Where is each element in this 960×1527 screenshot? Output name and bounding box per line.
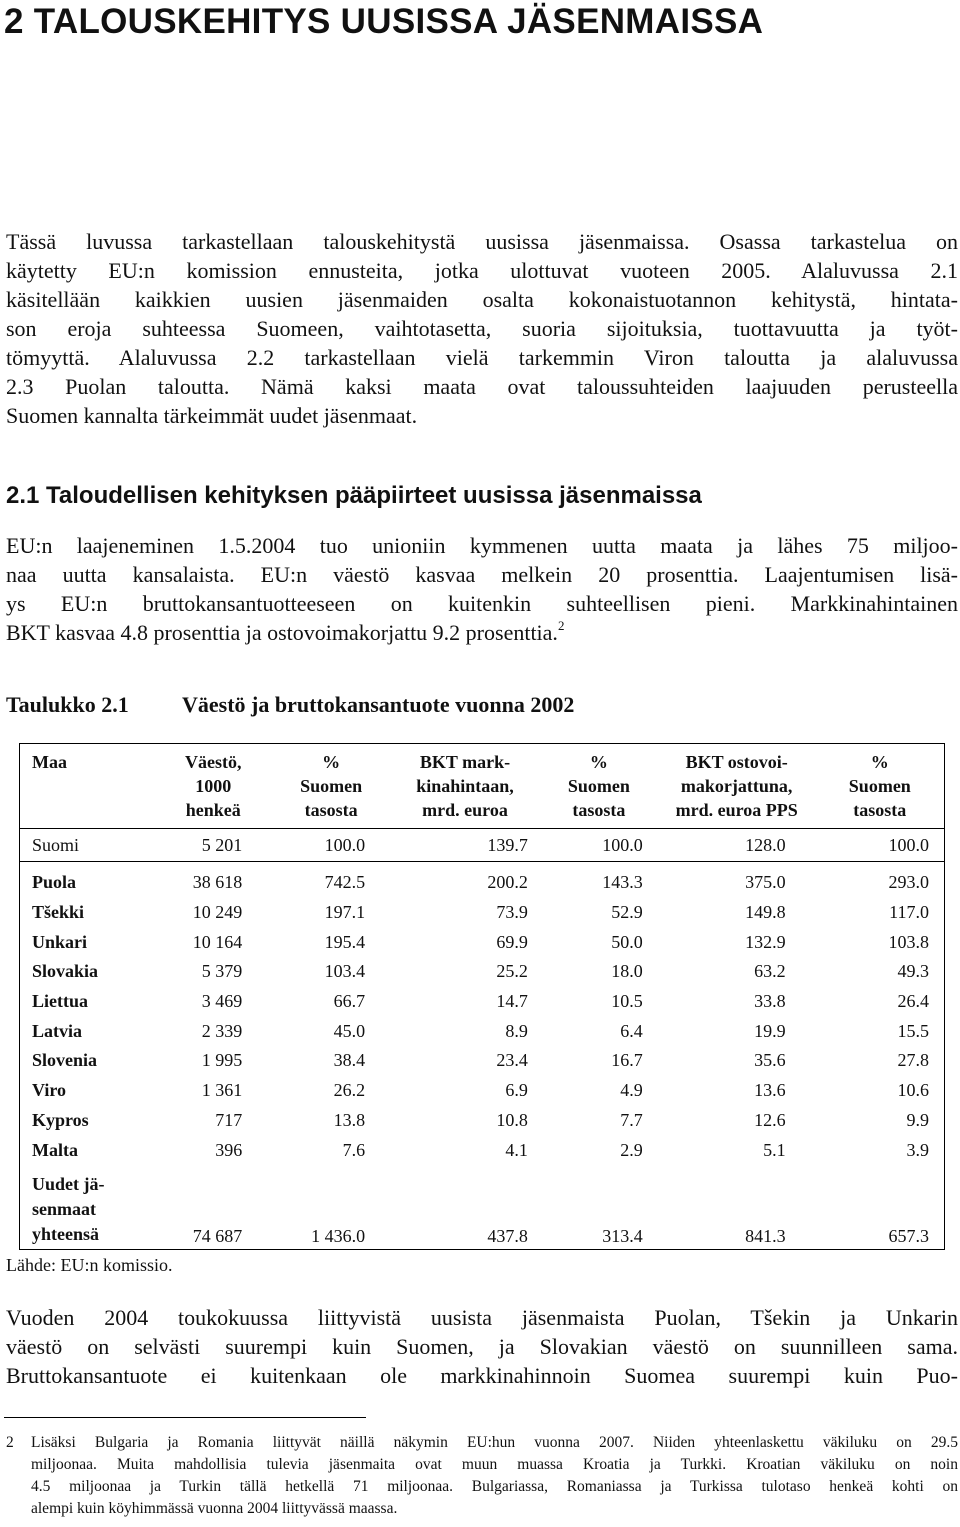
table-cell: 12.6	[754, 1109, 786, 1130]
table-row	[20, 1076, 945, 1106]
table-cell: 6.4	[620, 1020, 643, 1041]
section-paragraph	[6, 531, 958, 647]
table-cell: 5.1	[763, 1139, 786, 1160]
table-cell: 128.0	[745, 834, 786, 855]
table-cell: 10.5	[611, 991, 643, 1012]
intro-line: 2.3 Puolan taloutta. Nämä kaksi maata ovat taloussuhteiden laajuuden perusteella	[6, 374, 958, 399]
country-name: Viro	[32, 1080, 66, 1101]
column-header: BKT mark- kinahintaan, mrd. euroa	[416, 752, 514, 820]
following-line: väestö on selvästi suurempi kuin Suomen, ja Slovakian väestö on suunnilleen sama.	[6, 1334, 958, 1359]
column-header: Väestö, 1000 henkeä	[185, 752, 242, 820]
table-cell: 103.4	[324, 961, 366, 982]
table-cell: 100.0	[324, 834, 366, 855]
table-cell: 13.6	[754, 1080, 786, 1101]
column-header: % Suomen tasosta	[300, 752, 363, 820]
following-line: Vuoden 2004 toukokuussa liittyvistä uusista jäsenmaista Puolan, Tšekin ja Unkarin	[6, 1305, 958, 1330]
table-cell: 35.6	[754, 1050, 786, 1071]
table-cell: 10 249	[192, 902, 243, 923]
country-name: Unkari	[32, 931, 88, 952]
intro-line: käytetty EU:n komission ennusteita, jotka ulottuvat vuoteen 2005. Alaluvussa 2.1	[6, 258, 958, 283]
table-cell: 74 687	[192, 1225, 243, 1246]
table-cell: Suomi	[32, 834, 80, 855]
table-cell: 7.7	[620, 1109, 643, 1130]
country-name: Malta	[32, 1139, 78, 1160]
table-cell: 396	[215, 1139, 243, 1160]
country-name: Uudet jä- senmaat yhteensä	[32, 1173, 105, 1244]
table-cell: 717	[215, 1109, 243, 1130]
chapter-heading: 2 TALOUSKEHITYS UUSISSA JÄSENMAISSA	[4, 2, 764, 41]
footnote-divider	[4, 1417, 366, 1418]
table-row-finland	[20, 829, 945, 862]
section-line: EU:n laajeneminen 1.5.2004 tuo unioniin kymmenen uutta maata ja lähes 75 miljoo-	[6, 533, 958, 558]
table-cell: 139.7	[487, 834, 528, 855]
table-cell: 69.9	[496, 931, 528, 952]
following-paragraph	[6, 1303, 958, 1390]
table-cell: 63.2	[754, 961, 786, 982]
table-cell: 38.4	[333, 1050, 366, 1071]
table-cell: 195.4	[324, 931, 366, 952]
table-cell: 6.9	[505, 1080, 528, 1101]
table-cell: 7.6	[342, 1139, 366, 1160]
table-cell: 4.1	[505, 1139, 528, 1160]
table-label: Taulukko 2.1	[6, 692, 129, 717]
column-header: % Suomen tasosta	[567, 752, 630, 820]
table-title: Väestö ja bruttokansantuote vuonna 2002	[182, 692, 575, 717]
table-cell: 10 164	[192, 931, 243, 952]
table-cell: 2 339	[201, 1020, 243, 1041]
intro-paragraph	[6, 227, 958, 430]
section-line: ys EU:n bruttokansantuotteeseen on kuitenkin suhteellisen pieni. Markkinahintainen	[6, 591, 958, 616]
table-cell: 197.1	[324, 902, 366, 923]
table-row	[20, 987, 945, 1017]
table-cell: 117.0	[889, 902, 929, 923]
table-cell: 149.8	[745, 902, 786, 923]
footnote-line: 4.5 miljoonaa ja Turkin tällä hetkellä 71 miljoonaa. Bulgariassa, Romaniassa ja Turkissa tulotaso henkeä kohti on	[31, 1478, 958, 1495]
table-row	[20, 957, 945, 987]
table-cell: 3.9	[906, 1139, 929, 1160]
table-cell: 15.5	[897, 1020, 929, 1041]
table-header-row	[20, 744, 945, 829]
table-row	[20, 868, 945, 898]
section-line-text: BKT kasvaa 4.8 prosenttia ja ostovoimakorjattu 9.2 prosenttia.	[6, 620, 558, 645]
table-cell: 18.0	[611, 961, 643, 982]
section-line	[6, 618, 958, 647]
table-cell: 25.2	[496, 961, 528, 982]
table-cell: 293.0	[888, 872, 929, 893]
intro-line: Tässä luvussa tarkastellaan talouskehitystä uusissa jäsenmaissa. Osassa tarkastelua on	[6, 229, 958, 254]
table-cell: 50.0	[611, 931, 643, 952]
table-cell: 103.8	[888, 931, 929, 952]
table-cell: 100.0	[602, 834, 643, 855]
table-cell: 49.3	[897, 961, 929, 982]
footnote	[6, 1432, 958, 1520]
country-name: Slovenia	[32, 1050, 98, 1071]
column-header: BKT ostovoi- makorjattuna, mrd. euroa PPS	[675, 752, 798, 820]
intro-line: tömyyttä. Alaluvussa 2.2 tarkastellaan vielä tarkemmin Viron taloutta ja alaluvussa	[6, 345, 958, 370]
table-cell: 45.0	[333, 1020, 366, 1041]
table-cell: 19.9	[754, 1020, 786, 1041]
table-cell: 9.9	[906, 1109, 929, 1130]
table-cell: 132.9	[745, 931, 786, 952]
table-cell: 1 995	[201, 1050, 243, 1071]
country-name: Liettua	[32, 991, 88, 1012]
table-cell: 657.3	[888, 1225, 929, 1246]
population-gdp-table	[19, 743, 945, 1250]
table-row	[20, 1135, 945, 1165]
table-cell: 100.0	[888, 834, 929, 855]
footnote-line: miljoonaa. Muita mahdollisia tulevia jäsenmaita ovat muun muassa Kroatia ja Turkki. Kroatian väkiluku on noin	[31, 1456, 958, 1473]
table-cell: 841.3	[745, 1225, 786, 1246]
section-line: naa uutta kansalaista. EU:n väestö kasvaa melkein 20 prosenttia. Laajentumisen lisä-	[6, 562, 958, 587]
column-header: Maa	[32, 752, 67, 772]
table-cell: 742.5	[324, 872, 366, 893]
table-row	[20, 1016, 945, 1046]
table-cell: 26.4	[897, 991, 929, 1012]
table-cell: 13.8	[333, 1109, 366, 1130]
footnote-line: alempi kuin köyhimmässä vuonna 2004 liittyvässä maassa.	[31, 1500, 398, 1517]
country-name: Kypros	[32, 1109, 89, 1130]
following-line: Bruttokansantuote ei kuitenkaan ole markkinahinnoin Suomea suurempi kuin Puo-	[6, 1363, 958, 1388]
table-cell: 1 361	[201, 1080, 243, 1101]
footnote-number: 2	[6, 1434, 14, 1451]
table-cell: 33.8	[754, 991, 786, 1012]
table-cell: 5 201	[201, 834, 243, 855]
table-cell: 5 379	[201, 961, 243, 982]
table-cell: 73.9	[496, 902, 528, 923]
footnote-line: Lisäksi Bulgaria ja Romania liittyvät näillä näkymin EU:hun vuonna 2007. Niiden yhteenlaskettu väkiluku on 29.5	[31, 1434, 958, 1451]
table-row	[20, 1046, 945, 1076]
table-cell: 313.4	[602, 1225, 643, 1246]
table-cell: 23.4	[496, 1050, 528, 1071]
country-name: Puola	[32, 872, 77, 893]
table-cell: 375.0	[745, 872, 786, 893]
column-header: % Suomen tasosta	[848, 752, 911, 820]
table-cell: 10.8	[496, 1109, 528, 1130]
table-cell: 3 469	[201, 991, 243, 1012]
country-name: Tšekki	[32, 902, 85, 923]
table-cell: 200.2	[487, 872, 528, 893]
table-cell: 27.8	[897, 1050, 929, 1071]
table-cell: 16.7	[611, 1050, 643, 1071]
table-cell: 4.9	[620, 1080, 643, 1101]
country-name: Latvia	[32, 1020, 83, 1041]
table-source: Lähde: EU:n komissio.	[6, 1255, 173, 1275]
table-row-total	[20, 1165, 945, 1250]
table-cell: 143.3	[602, 872, 643, 893]
table-cell: 10.6	[897, 1080, 929, 1101]
table-cell: 8.9	[505, 1020, 528, 1041]
table-row	[20, 927, 945, 957]
table-cell: 52.9	[611, 902, 643, 923]
table-cell: 66.7	[333, 991, 366, 1012]
intro-line: käsitellään kaikkien uusien jäsenmaiden osalta kokonaistuotannon kehitystä, hintata-	[6, 287, 958, 312]
section-heading: 2.1 Taloudellisen kehityksen pääpiirteet uusissa jäsenmaissa	[6, 482, 702, 509]
table-cell: 2.9	[620, 1139, 643, 1160]
footnote-reference[interactable]: 2	[557, 617, 565, 633]
intro-line: son eroja suhteessa Suomeen, vaihtotasetta, suoria sijoituksia, tuottavuutta ja työt-	[6, 316, 958, 341]
table-cell: 14.7	[496, 991, 528, 1012]
country-name: Slovakia	[32, 961, 99, 982]
table-row	[20, 898, 945, 928]
table-cell: 437.8	[487, 1225, 528, 1246]
table-cell: 1 436.0	[311, 1225, 366, 1246]
intro-line: Suomen kannalta tärkeimmät uudet jäsenmaat.	[6, 403, 418, 428]
table-cell: 38 618	[192, 872, 243, 893]
table-cell: 26.2	[333, 1080, 366, 1101]
table-row	[20, 1106, 945, 1136]
